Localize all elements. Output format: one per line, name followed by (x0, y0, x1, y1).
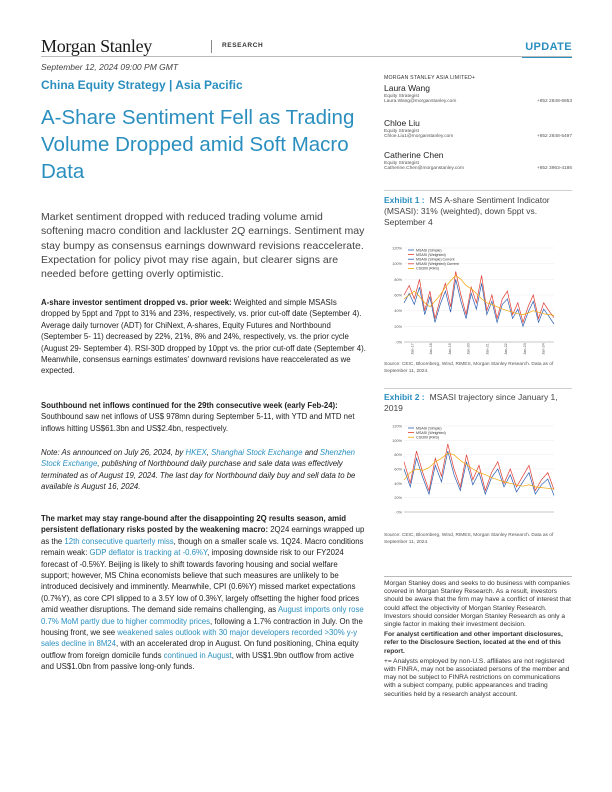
exhibit1-label: Exhibit 1 : (384, 195, 425, 205)
x-tick-label: Jan-23 (522, 343, 527, 355)
analyst-phone: +852 3963-4186 (536, 166, 572, 171)
report-subject: China Equity Strategy | Asia Pacific (41, 78, 243, 92)
x-tick-label: Jan-21 (485, 343, 490, 355)
disclosure-finra: += Analysts employed by non-U.S. affiliates are not registered with FINRA, may not be associated persons of the member and may not be subject to FINRA restrictions on communications with a subject company, public appearances and trading securities held by a research analyst account. (384, 657, 570, 698)
research-label: RESEARCH (222, 42, 264, 49)
x-tick-label: Jan-24 (541, 343, 546, 355)
analyst-name: Laura Wang (384, 83, 430, 93)
x-tick-label: Jan-19 (447, 343, 452, 355)
link-quarterly-miss[interactable]: 12th consecutive quarterly miss (64, 536, 174, 546)
x-tick-label: Jan-20 (466, 343, 471, 355)
y-tick-label: 60% (394, 293, 402, 298)
analyst-heading: MORGAN STANLEY ASIA LIMITED+ (384, 75, 476, 81)
outlook-text-a: 2Q24 earnings wrapped up as the (41, 525, 365, 546)
y-tick-label: 0% (396, 340, 402, 345)
link-hkex[interactable]: HKEX (185, 448, 207, 457)
disclosure-rule (384, 576, 572, 577)
brand-logo: Morgan Stanley (41, 36, 152, 56)
outlook-text-f: , with US$1.9bn outflow from active and US$1.0bn from passive long-only funds. (41, 650, 354, 672)
update-badge: UPDATE (525, 41, 572, 53)
brand-separator (211, 40, 212, 53)
analyst-email[interactable]: Chloe.Liu1@morganstanley.com (384, 134, 454, 139)
x-tick-label: Jan-18 (429, 343, 434, 355)
y-tick-label: 120% (392, 424, 402, 429)
lead-paragraph: Market sentiment dropped with reduced trading volume amid softening macro condition and lackluster 2Q earnings. Sentiment may stay bumpy as consensus earnings downward revisions reaccelerate. Expectation for policy pivot may rise again, but clearer signs are needed before getting overly optimistic. (41, 211, 365, 281)
outlook-text-b: , though on a smaller scale vs. 1Q24. Macro conditions remain weak: (41, 536, 364, 558)
outlook-text-d: , following a 1.7% contraction in July. On the housing front, we see (41, 616, 363, 638)
legend-label: MSASI (Simple) (416, 248, 442, 253)
legend-label: MSASI (Simple) Current (416, 257, 455, 262)
series-line (404, 451, 554, 495)
disclosure-conflict: Morgan Stanley does and seeks to do business with companies covered in Morgan Stanley Research. As a result, investors should be aware that the firm may have a conflict of interest that could affect the objectivity of Morgan Stanley Research. Investors should consider Morgan Stanley Research as only a single factor in making their investment decision. (384, 580, 571, 629)
outlook-text-e: , with an accelerated drop in August. On fund positioning, China equity outflow from foreign domicile funds (41, 639, 359, 660)
analyst-contact (384, 99, 572, 106)
exhibit2-rule (384, 388, 572, 389)
analyst-name: Catherine Chen (384, 150, 444, 160)
exhibit1-chart (384, 242, 572, 360)
paragraph-outlook-head: The market may stay range-bound after the disappointing 2Q results season, amid persistent deflationary risks posted by the weakening macro: (41, 514, 347, 535)
exhibit1-rule (384, 190, 572, 191)
y-tick-label: 100% (392, 438, 402, 443)
analyst-card (384, 150, 572, 173)
link-fund-outflow[interactable]: continued in August (163, 650, 232, 660)
report-title: A-Share Sentiment Fell as Trading Volume Dropped amid Soft Macro Data (41, 106, 355, 183)
y-tick-label: 100% (392, 262, 402, 267)
link-szse[interactable]: Shenzhen Stock Exchange (41, 448, 356, 469)
exhibit2-chart (384, 420, 572, 530)
legend-label: MSASI (Weighted) Current (416, 262, 459, 267)
disclosure-block (384, 580, 572, 701)
analyst-name: Chloe Liu (384, 118, 420, 128)
paragraph-sentiment (41, 297, 367, 377)
header-divider (41, 56, 572, 57)
paragraph-market-outlook (41, 513, 367, 673)
note-text-c: and (302, 448, 320, 457)
link-sse[interactable]: Shanghai Stock Exchange (211, 448, 303, 457)
paragraph-note (41, 447, 367, 493)
legend-label: MSASI (Weighted) (416, 430, 446, 435)
y-tick-label: 80% (394, 453, 402, 458)
link-august-imports[interactable]: August imports only rose 0.7% MoM partly due to higher commodity prices (41, 605, 364, 626)
analyst-card (384, 83, 572, 106)
paragraph-sentiment-text: Weighted and simple MSASIs dropped by 5ppt and 7ppt to 31% and 23%, respectively, vs. prior cut-off date (September 4). Average daily turnover (ADT) for ChiNext, A-shares, Equity Futures and Northbound (September 5- 11) decreased by 22%, 21%, 8% and 24%, respectively, vs. the prior cycle (August 29- September 4). RSI-30D dropped by 10ppt vs. the prior cut-off date (September 4). Meanwhile, consensus earnings estimates' downward revisions have reaccelerated as we expected. (41, 298, 366, 376)
analyst-card (384, 118, 572, 141)
legend-label: MSASI (Simple) (416, 426, 442, 431)
legend-label: CSI300 (RHS) (416, 435, 439, 440)
analyst-role: Equity Strategist (384, 94, 419, 99)
link-gdp-deflator[interactable]: GDP deflator is tracking at -0.6%Y (89, 548, 208, 558)
exhibit2-title: MSASI trajectory since January 1, 2019 (384, 392, 558, 413)
y-tick-label: 120% (392, 246, 402, 251)
note-text-d: , publishing of Northbound daily purchase and sale data was effectively terminated as of August 19, 2024. The last day for Northbound daily buy and sell data to be available is August 16, 2024. (41, 459, 356, 492)
paragraph-southbound-text: Southbound saw net inflows of US$ 978mn during September 5-11, with YTD and MTD net inflows hitting US$61.3bn and US$2.4bn, respectively. (41, 412, 355, 433)
legend-label: CSI300 (RHS) (416, 266, 439, 271)
paragraph-southbound (41, 400, 367, 434)
y-tick-label: 40% (394, 309, 402, 314)
analyst-phone: +852 2848-6853 (536, 99, 572, 104)
analyst-email[interactable]: Laura.Wang@morganstanley.com (384, 99, 457, 104)
exhibit2-source: Source: CEIC, Bloomberg, Wind, RIMES, Morgan Stanley Research. Data as of September 11, 2024. (384, 533, 554, 545)
note-text-a: Note: As announced on July 26, 2024, by (41, 448, 186, 457)
analyst-contact (384, 166, 572, 173)
exhibit1-caption (384, 195, 572, 228)
analyst-phone: +852 2848-5497 (536, 134, 572, 139)
x-tick-label: Jan-17 (410, 343, 415, 355)
analyst-role: Equity Strategist (384, 129, 419, 134)
analyst-email[interactable]: Catherine.Chen@morganstanley.com (384, 166, 464, 171)
y-tick-label: 20% (394, 496, 402, 501)
link-developer-sales[interactable]: weakened sales outlook with 30 major developers recorded >30% y-y sales decline in 8M24 (41, 628, 358, 649)
exhibit2-caption (384, 392, 572, 414)
analyst-contact (384, 134, 572, 141)
note-text-b: , (206, 448, 212, 457)
analyst-role: Equity Strategist (384, 161, 419, 166)
exhibit1-source: Source: CEIC, Bloomberg, Wind, RIMES, Morgan Stanley Research. Data as of September 11, 2024. (384, 362, 554, 374)
y-tick-label: 80% (394, 277, 402, 282)
legend-label: MSASI (Weighted) (416, 252, 446, 257)
y-tick-label: 20% (394, 324, 402, 329)
paragraph-sentiment-head: A-share investor sentiment dropped vs. prior week: (41, 298, 232, 307)
exhibit2-label: Exhibit 2 : (384, 392, 425, 402)
y-tick-label: 0% (396, 510, 402, 515)
report-date: September 12, 2024 09:00 PM GMT (41, 62, 179, 72)
exhibit1-title: MS A-share Sentiment Indicator (MSASI): 31% (weighted), down 5ppt vs. September 4 (384, 195, 550, 227)
x-tick-label: Jan-22 (504, 343, 509, 355)
paragraph-southbound-head: Southbound net inflows continued for the 29th consecutive week (early Feb-24): (41, 401, 338, 410)
outlook-text-c: , imposing downside risk to our FY2024 forecast of -0.5%Y. Beijing is likely to shift towards favoring housing and social welfare support; however, MS China economists believe that such measures are unlikely to be introduced decisively and imminently. Meanwhile, CPI (0.6%Y) missed market expectations (0.7%Y), as core CPI slipped to a 3.5Y low of 0.3%Y, largely offsetting the higher food prices amid weather disruptions. The demand side remains challenging, as (41, 548, 360, 615)
disclosure-certification: For analyst certification and other important disclosures, refer to the Disclosure Section, located at the end of this report. (384, 631, 563, 655)
y-tick-label: 60% (394, 467, 402, 472)
y-tick-label: 40% (394, 481, 402, 486)
